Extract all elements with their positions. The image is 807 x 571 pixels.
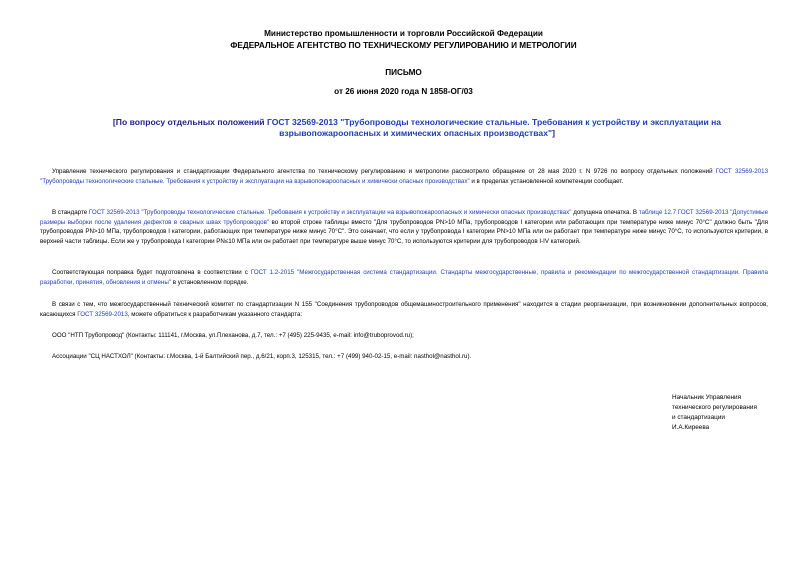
signature-position-line-3: и стандартизации xyxy=(672,414,725,421)
date-and-number: от 26 июня 2020 года N 1858-ОГ/03 xyxy=(334,87,473,96)
title-prefix: [По вопросу отдельных положений xyxy=(112,117,267,127)
p2-table-link[interactable]: таблице 12.7 ГОСТ 32569-2013 "Допустимые размеры выборки после удаления дефектов в сварных швах трубопроводов" xyxy=(40,209,769,226)
p4-text-2: , можете обратиться к разработчикам указанного стандарта: xyxy=(127,310,303,318)
contact-sc-nasthol: Ассоциации "СЦ НАСТХОЛ" (Контакты: г.Москва, 1-й Балтийский пер., д.6/21, корп.3, 125315, тел.: +7 (499) 940-02-15, e-mail: nasthol@nasthol.ru). xyxy=(52,353,472,360)
title-suffix: ] xyxy=(552,128,555,138)
p2-text-1: В стандарте xyxy=(52,209,89,216)
p2-gost-link[interactable]: ГОСТ 32569-2013 "Трубопроводы технологические стальные. Требования к устройству и эксплуатации на взрывопожароопасных и химически опасных производствах" xyxy=(88,209,572,216)
p3-text-2: в установленном порядке. xyxy=(170,278,249,286)
ministry-heading: Министерство промышленности и торговли Российской Федерации xyxy=(264,29,543,38)
agency-heading: ФЕДЕРАЛЬНОЕ АГЕНТСТВО ПО ТЕХНИЧЕСКОМУ РЕГУЛИРОВАНИЮ И МЕТРОЛОГИИ xyxy=(230,41,577,50)
p1-gost-link[interactable]: ГОСТ 32569-2013 "Трубопроводы технологические стальные. Требования к устройству и эксплуатации на взрывопожароопасных и химически опасных производствах" xyxy=(40,168,769,185)
p1-text-2: и в пределах установленной компетенции сообщает. xyxy=(469,177,624,185)
title-gost-link[interactable]: ГОСТ 32569-2013 "Трубопроводы технологические стальные. Требования к устройству и эксплуатации на взрывопожароопасных и химических опасных производствах" xyxy=(266,117,722,138)
paragraph-1 xyxy=(40,167,768,186)
p3-gost-link[interactable]: ГОСТ 1.2-2015 "Межгосударственная система стандартизации. Стандарты межгосударственные, правила и рекомендации по межгосударственной стандартизации. Правила разработки, принятия, обновления и отмены" xyxy=(40,269,768,286)
contact-ntp-truboprovod: ООО "НТП Трубопровод" (Контакты: 111141, г.Москва, ул.Плеханова, д.7, тел.: +7 (495) 225-9435, e-mail: info@truboprovod.ru); xyxy=(52,332,414,339)
signature-name: И.А.Киреева xyxy=(672,424,710,431)
document-title xyxy=(92,117,742,139)
p4-gost-link[interactable]: ГОСТ 32569-2013 xyxy=(77,310,128,318)
p2-text-2: допущена опечатка. В xyxy=(571,209,639,216)
p1-text-1: Управление технического регулирования и стандартизации Федерального агентства по техническому регулированию и метрологии рассмотрело обращение от 28 мая 2020 г. N 9726 по вопросу отдельных положений xyxy=(52,168,716,175)
p2-text-3: во второй строке таблицы вместо "Для трубопроводов PN>10 МПа, трубопроводов I категории или работающих при температуре ниже минус 70°С" должно быть "Для трубопроводов PN>10 МПа, трубопроводов I категории, работающих при температуре ниже минус 70°С". Это означает, что если у трубопровода I категории PN>10 МПа или он работает при температуре ниже минус 70°С, то используются критерии, в верхней части таблицы. Если же у трубопровода I категории PN≤10 МПа или он работает при температуре выше минус 70°С, то используются критерии для трубопроводов I-IV категорий. xyxy=(40,218,768,246)
paragraph-2 xyxy=(40,208,768,247)
paragraph-4 xyxy=(40,300,768,319)
document-type: ПИСЬМО xyxy=(385,68,422,77)
signature-position-line-1: Начальник Управления xyxy=(672,394,742,401)
signature-position-line-2: технического регулирования xyxy=(672,404,757,411)
p3-text-1: Соответствующая поправка будет подготовлена в соответствии с xyxy=(52,269,251,276)
paragraph-3 xyxy=(40,268,768,287)
p4-text-1: В связи с тем, что межгосударственный технический комитет по стандартизации N 155 "Соединения трубопроводов общемашиностроительного применения" находится в стадии реорганизации, при возникновении дополнительных вопросов, касающихся xyxy=(40,301,768,318)
